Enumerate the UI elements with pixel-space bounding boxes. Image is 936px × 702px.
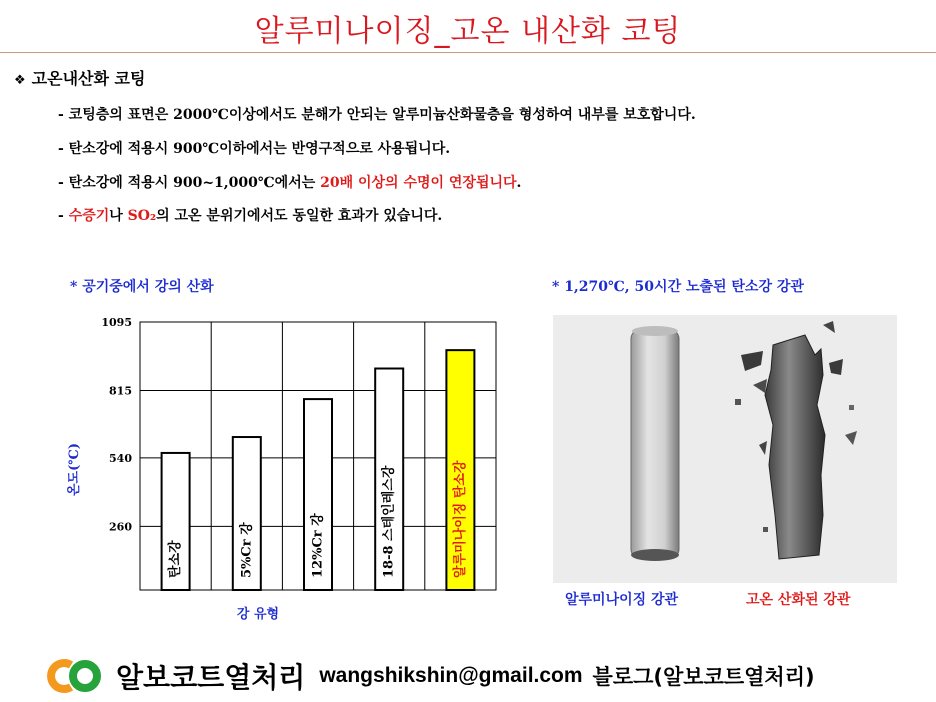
bar-label: 알루미나이징 탄소강 [452, 460, 468, 578]
oxidized-pipe [735, 321, 857, 559]
blog-link[interactable]: 블로그(알보코트열처리) [592, 665, 815, 689]
photo-illustration [553, 315, 897, 583]
diamond-bullet-icon: ❖ [14, 73, 26, 88]
y-tick-label: 1095 [101, 318, 132, 329]
page-title: 알루미나이징_고온 내산화 코팅 [254, 14, 682, 49]
title-divider [0, 52, 936, 53]
contact-email[interactable]: wangshikshin@gmail.com [319, 664, 583, 687]
footer [40, 656, 815, 696]
bullet-highlight: 20배 이상의 수명이 연장됩니다 [320, 175, 517, 191]
oxidation-chart [66, 318, 506, 632]
chart-svg [66, 318, 506, 628]
section-heading [14, 66, 145, 89]
y-tick-label: 260 [109, 520, 132, 534]
bullet-text: - [58, 208, 69, 224]
bullet-line-1 [58, 104, 696, 124]
x-axis-label: 강 유형 [236, 607, 280, 622]
bullet-line-3 [58, 172, 521, 192]
y-axis-label: 온도(℃) [67, 443, 82, 496]
bullet-line-4 [58, 205, 442, 225]
section-heading-text: 고온내산화 코팅 [31, 69, 146, 88]
company-name: 알보코트열처리 [116, 661, 306, 694]
bar-label: 탄소강 [168, 540, 184, 578]
y-tick-label: 815 [109, 384, 132, 398]
bar-label: 12%Cr 강 [310, 513, 326, 578]
bar-label: 18-8 스테인레스강 [381, 465, 397, 578]
bullet-text: - 코팅층의 표면은 2000℃이상에서도 분해가 안되는 알루미늄산화물층을 형성하여 내부를 보호합니다. [58, 107, 696, 123]
bullet-line-2 [58, 138, 450, 158]
aluminized-pipe-label: 알루미나이징 강관 [565, 592, 679, 608]
photo-caption: * 1,270℃, 50시간 노출된 탄소강 강관 [552, 279, 804, 295]
co-logo-icon [40, 658, 106, 694]
chart-caption: * 공기중에서 강의 산화 [70, 279, 214, 295]
bullet-text: 의 고온 분위기에서도 동일한 효과가 있습니다. [156, 208, 443, 224]
bullet-highlight: SO₂ [127, 208, 157, 224]
bullet-text: - 탄소강에 적용시 900℃이하에서는 반영구적으로 사용됩니다. [58, 141, 451, 157]
bullet-text: - 탄소강에 적용시 900~1,000℃에서는 [58, 175, 321, 191]
oxidized-pipe-label: 고온 산화된 강관 [746, 592, 851, 608]
bullet-text: . [516, 175, 522, 191]
bar-label: 5%Cr 강 [239, 522, 255, 578]
bullet-text: 나 [109, 208, 128, 224]
bullet-highlight: 수증기 [68, 208, 110, 224]
steel-pipes-photo [553, 315, 897, 583]
aluminized-pipe [631, 326, 679, 561]
y-tick-label: 540 [109, 451, 132, 465]
